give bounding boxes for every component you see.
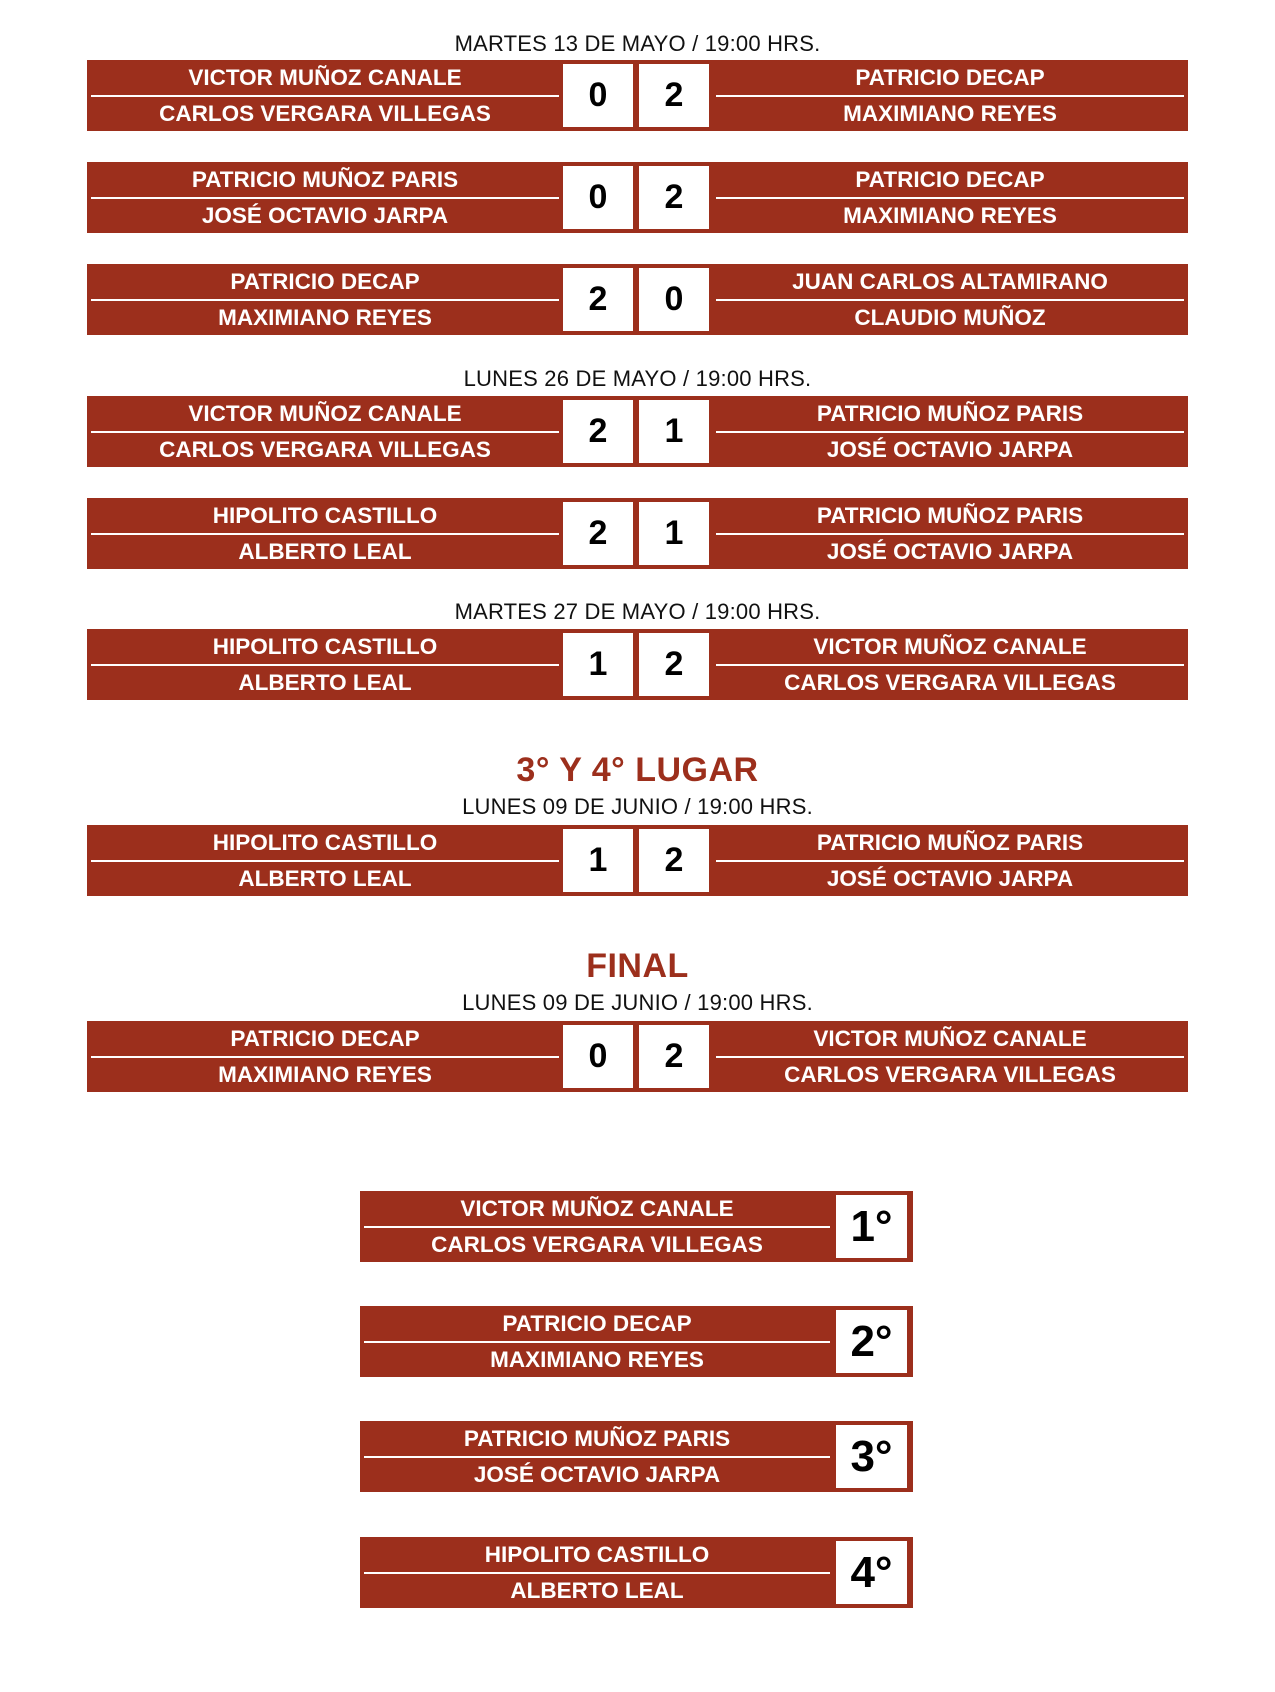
- player-name: CARLOS VERGARA VILLEGAS: [784, 1062, 1116, 1087]
- team: [364, 1191, 830, 1262]
- player-name: JOSÉ OCTAVIO JARPA: [826, 539, 1074, 564]
- away-score: 2: [639, 633, 709, 696]
- player-name: PATRICIO MUÑOZ PARIS: [191, 167, 459, 192]
- player-name: PATRICIO MUÑOZ PARIS: [816, 503, 1084, 528]
- player-name: MAXIMIANO REYES: [218, 1062, 432, 1087]
- player-name: VICTOR MUÑOZ CANALE: [813, 1026, 1087, 1051]
- player-name: CARLOS VERGARA VILLEGAS: [431, 1232, 763, 1257]
- player-name: ALBERTO LEAL: [510, 1578, 684, 1603]
- player-name: ALBERTO LEAL: [238, 866, 412, 891]
- player-name: VICTOR MUÑOZ CANALE: [188, 65, 462, 90]
- player-name: CLAUDIO MUÑOZ: [854, 305, 1046, 330]
- player-name: JOSÉ OCTAVIO JARPA: [826, 437, 1074, 462]
- player-name: PATRICIO DECAP: [855, 65, 1045, 90]
- player-name: VICTOR MUÑOZ CANALE: [813, 634, 1087, 659]
- date-label: MARTES 13 DE MAYO / 19:00 HRS.: [454, 31, 821, 56]
- player-name: JOSÉ OCTAVIO JARPA: [473, 1462, 721, 1487]
- player-name: MAXIMIANO REYES: [490, 1347, 704, 1372]
- date-label: LUNES 09 DE JUNIO / 19:00 HRS.: [462, 990, 813, 1015]
- player-name: MAXIMIANO REYES: [843, 101, 1057, 126]
- player-name: CARLOS VERGARA VILLEGAS: [159, 437, 491, 462]
- player-name: PATRICIO MUÑOZ PARIS: [816, 830, 1084, 855]
- away-score: 2: [639, 1025, 709, 1088]
- player-name: MAXIMIANO REYES: [218, 305, 432, 330]
- place-badge: 3°: [836, 1425, 907, 1488]
- date-label: LUNES 26 DE MAYO / 19:00 HRS.: [463, 366, 812, 391]
- home-team: [91, 162, 559, 233]
- player-name: JOSÉ OCTAVIO JARPA: [826, 866, 1074, 891]
- player-name: JUAN CARLOS ALTAMIRANO: [792, 269, 1108, 294]
- team: [364, 1421, 830, 1492]
- home-team: [91, 396, 559, 467]
- section-title-final: FINAL: [586, 947, 689, 985]
- player-name: HIPOLITO CASTILLO: [484, 1542, 710, 1567]
- home-team: [91, 60, 559, 131]
- home-team: [91, 264, 559, 335]
- player-name: HIPOLITO CASTILLO: [212, 503, 438, 528]
- away-team: [716, 1021, 1184, 1092]
- place-badge: 2°: [836, 1310, 907, 1373]
- date-label: LUNES 09 DE JUNIO / 19:00 HRS.: [462, 794, 813, 819]
- player-name: CARLOS VERGARA VILLEGAS: [159, 101, 491, 126]
- match-row: [87, 498, 1188, 569]
- match-row: [87, 264, 1188, 335]
- home-score: 0: [563, 1025, 633, 1088]
- away-team: [716, 629, 1184, 700]
- match-row: [87, 1021, 1188, 1092]
- away-team: [716, 825, 1184, 896]
- player-name: ALBERTO LEAL: [238, 670, 412, 695]
- home-team: [91, 825, 559, 896]
- away-score: 2: [639, 64, 709, 127]
- home-team: [91, 498, 559, 569]
- home-score: 0: [563, 166, 633, 229]
- match-row: [87, 396, 1188, 467]
- place-badge: 4°: [836, 1541, 907, 1604]
- player-name: PATRICIO DECAP: [230, 1026, 420, 1051]
- away-team: [716, 60, 1184, 131]
- home-score: 1: [563, 633, 633, 696]
- section-title-third-place: 3° Y 4° LUGAR: [516, 751, 759, 789]
- player-name: HIPOLITO CASTILLO: [212, 634, 438, 659]
- date-label: MARTES 27 DE MAYO / 19:00 HRS.: [454, 599, 821, 624]
- player-name: CARLOS VERGARA VILLEGAS: [784, 670, 1116, 695]
- team: [364, 1537, 830, 1608]
- away-score: 2: [639, 166, 709, 229]
- away-score: 1: [639, 502, 709, 565]
- home-score: 2: [563, 268, 633, 331]
- home-score: 0: [563, 64, 633, 127]
- team: [364, 1306, 830, 1377]
- away-score: 1: [639, 400, 709, 463]
- player-name: PATRICIO DECAP: [855, 167, 1045, 192]
- away-score: 0: [639, 268, 709, 331]
- away-team: [716, 498, 1184, 569]
- away-team: [716, 162, 1184, 233]
- player-name: PATRICIO MUÑOZ PARIS: [463, 1426, 731, 1451]
- player-name: PATRICIO MUÑOZ PARIS: [816, 401, 1084, 426]
- player-name: PATRICIO DECAP: [502, 1311, 692, 1336]
- player-name: VICTOR MUÑOZ CANALE: [188, 401, 462, 426]
- player-name: MAXIMIANO REYES: [843, 203, 1057, 228]
- home-team: [91, 1021, 559, 1092]
- player-name: VICTOR MUÑOZ CANALE: [460, 1196, 734, 1221]
- standing-row: [360, 1191, 913, 1262]
- home-score: 2: [563, 502, 633, 565]
- standing-row: [360, 1537, 913, 1608]
- match-row: [87, 825, 1188, 896]
- player-name: ALBERTO LEAL: [238, 539, 412, 564]
- home-team: [91, 629, 559, 700]
- away-team: [716, 396, 1184, 467]
- standing-row: [360, 1421, 913, 1492]
- place-badge: 1°: [836, 1195, 907, 1258]
- player-name: JOSÉ OCTAVIO JARPA: [201, 203, 449, 228]
- player-name: HIPOLITO CASTILLO: [212, 830, 438, 855]
- player-name: PATRICIO DECAP: [230, 269, 420, 294]
- match-row: [87, 629, 1188, 700]
- home-score: 2: [563, 400, 633, 463]
- match-row: [87, 60, 1188, 131]
- home-score: 1: [563, 829, 633, 892]
- match-row: [87, 162, 1188, 233]
- away-score: 2: [639, 829, 709, 892]
- away-team: [716, 264, 1184, 335]
- standing-row: [360, 1306, 913, 1377]
